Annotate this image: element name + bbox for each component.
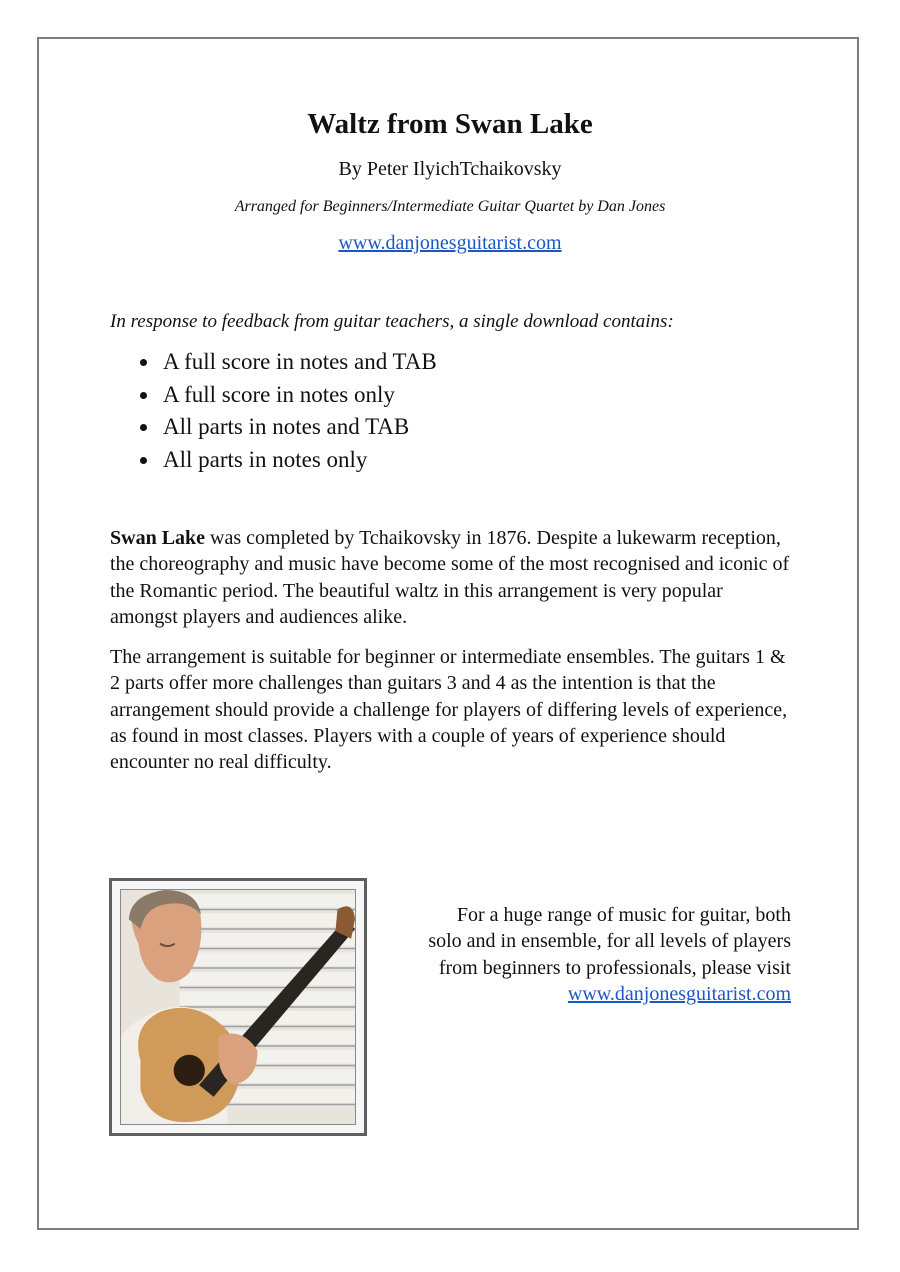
list-item: All parts in notes and TAB [110,411,437,444]
composer-line: By Peter IlyichTchaikovsky [338,158,562,180]
promo-line: solo and in ensemble, for all levels of players [428,930,791,953]
list-item: A full score in notes only [110,379,437,412]
download-intro: In response to feedback from guitar teachers, a single download contains: [110,311,674,332]
promo-website-link[interactable]: www.danjonesguitarist.com [567,982,791,1005]
page-title: Waltz from Swan Lake [307,108,593,140]
website-link[interactable]: www.danjonesguitarist.com [338,232,562,254]
guitarist-photo [109,878,367,1136]
promo-line: from beginners to professionals, please visit [438,956,791,979]
promo-line: For a huge range of music for guitar, both [456,904,791,926]
history-text: was completed by Tchaikovsky in 1876. Despite a lukewarm reception, the choreography and music have become some of the most recognised and iconic of the Romantic period. The beautiful waltz in this arrangement is very popular amongst players and audiences alike. [110,527,790,628]
history-paragraph [110,525,790,630]
guitarist-photo-image [121,890,355,1124]
list-item: A full score in notes and TAB [110,346,437,379]
promo-text [380,902,791,1007]
list-item: All parts in notes only [110,444,437,477]
arrangement-paragraph: The arrangement is suitable for beginner or intermediate ensembles. The guitars 1 & 2 parts offer more challenges than guitars 3 and 4 as the intention is that the arrangement should provide a challenge for players of differing levels of experience, as found in most classes. Players with a couple of years of experience should encounter no real difficulty. [110,646,788,774]
download-contents-list [110,346,437,476]
swan-lake-bold: Swan Lake [110,527,206,549]
arranger-line: Arranged for Beginners/Intermediate Guitar Quartet by Dan Jones [234,198,666,215]
